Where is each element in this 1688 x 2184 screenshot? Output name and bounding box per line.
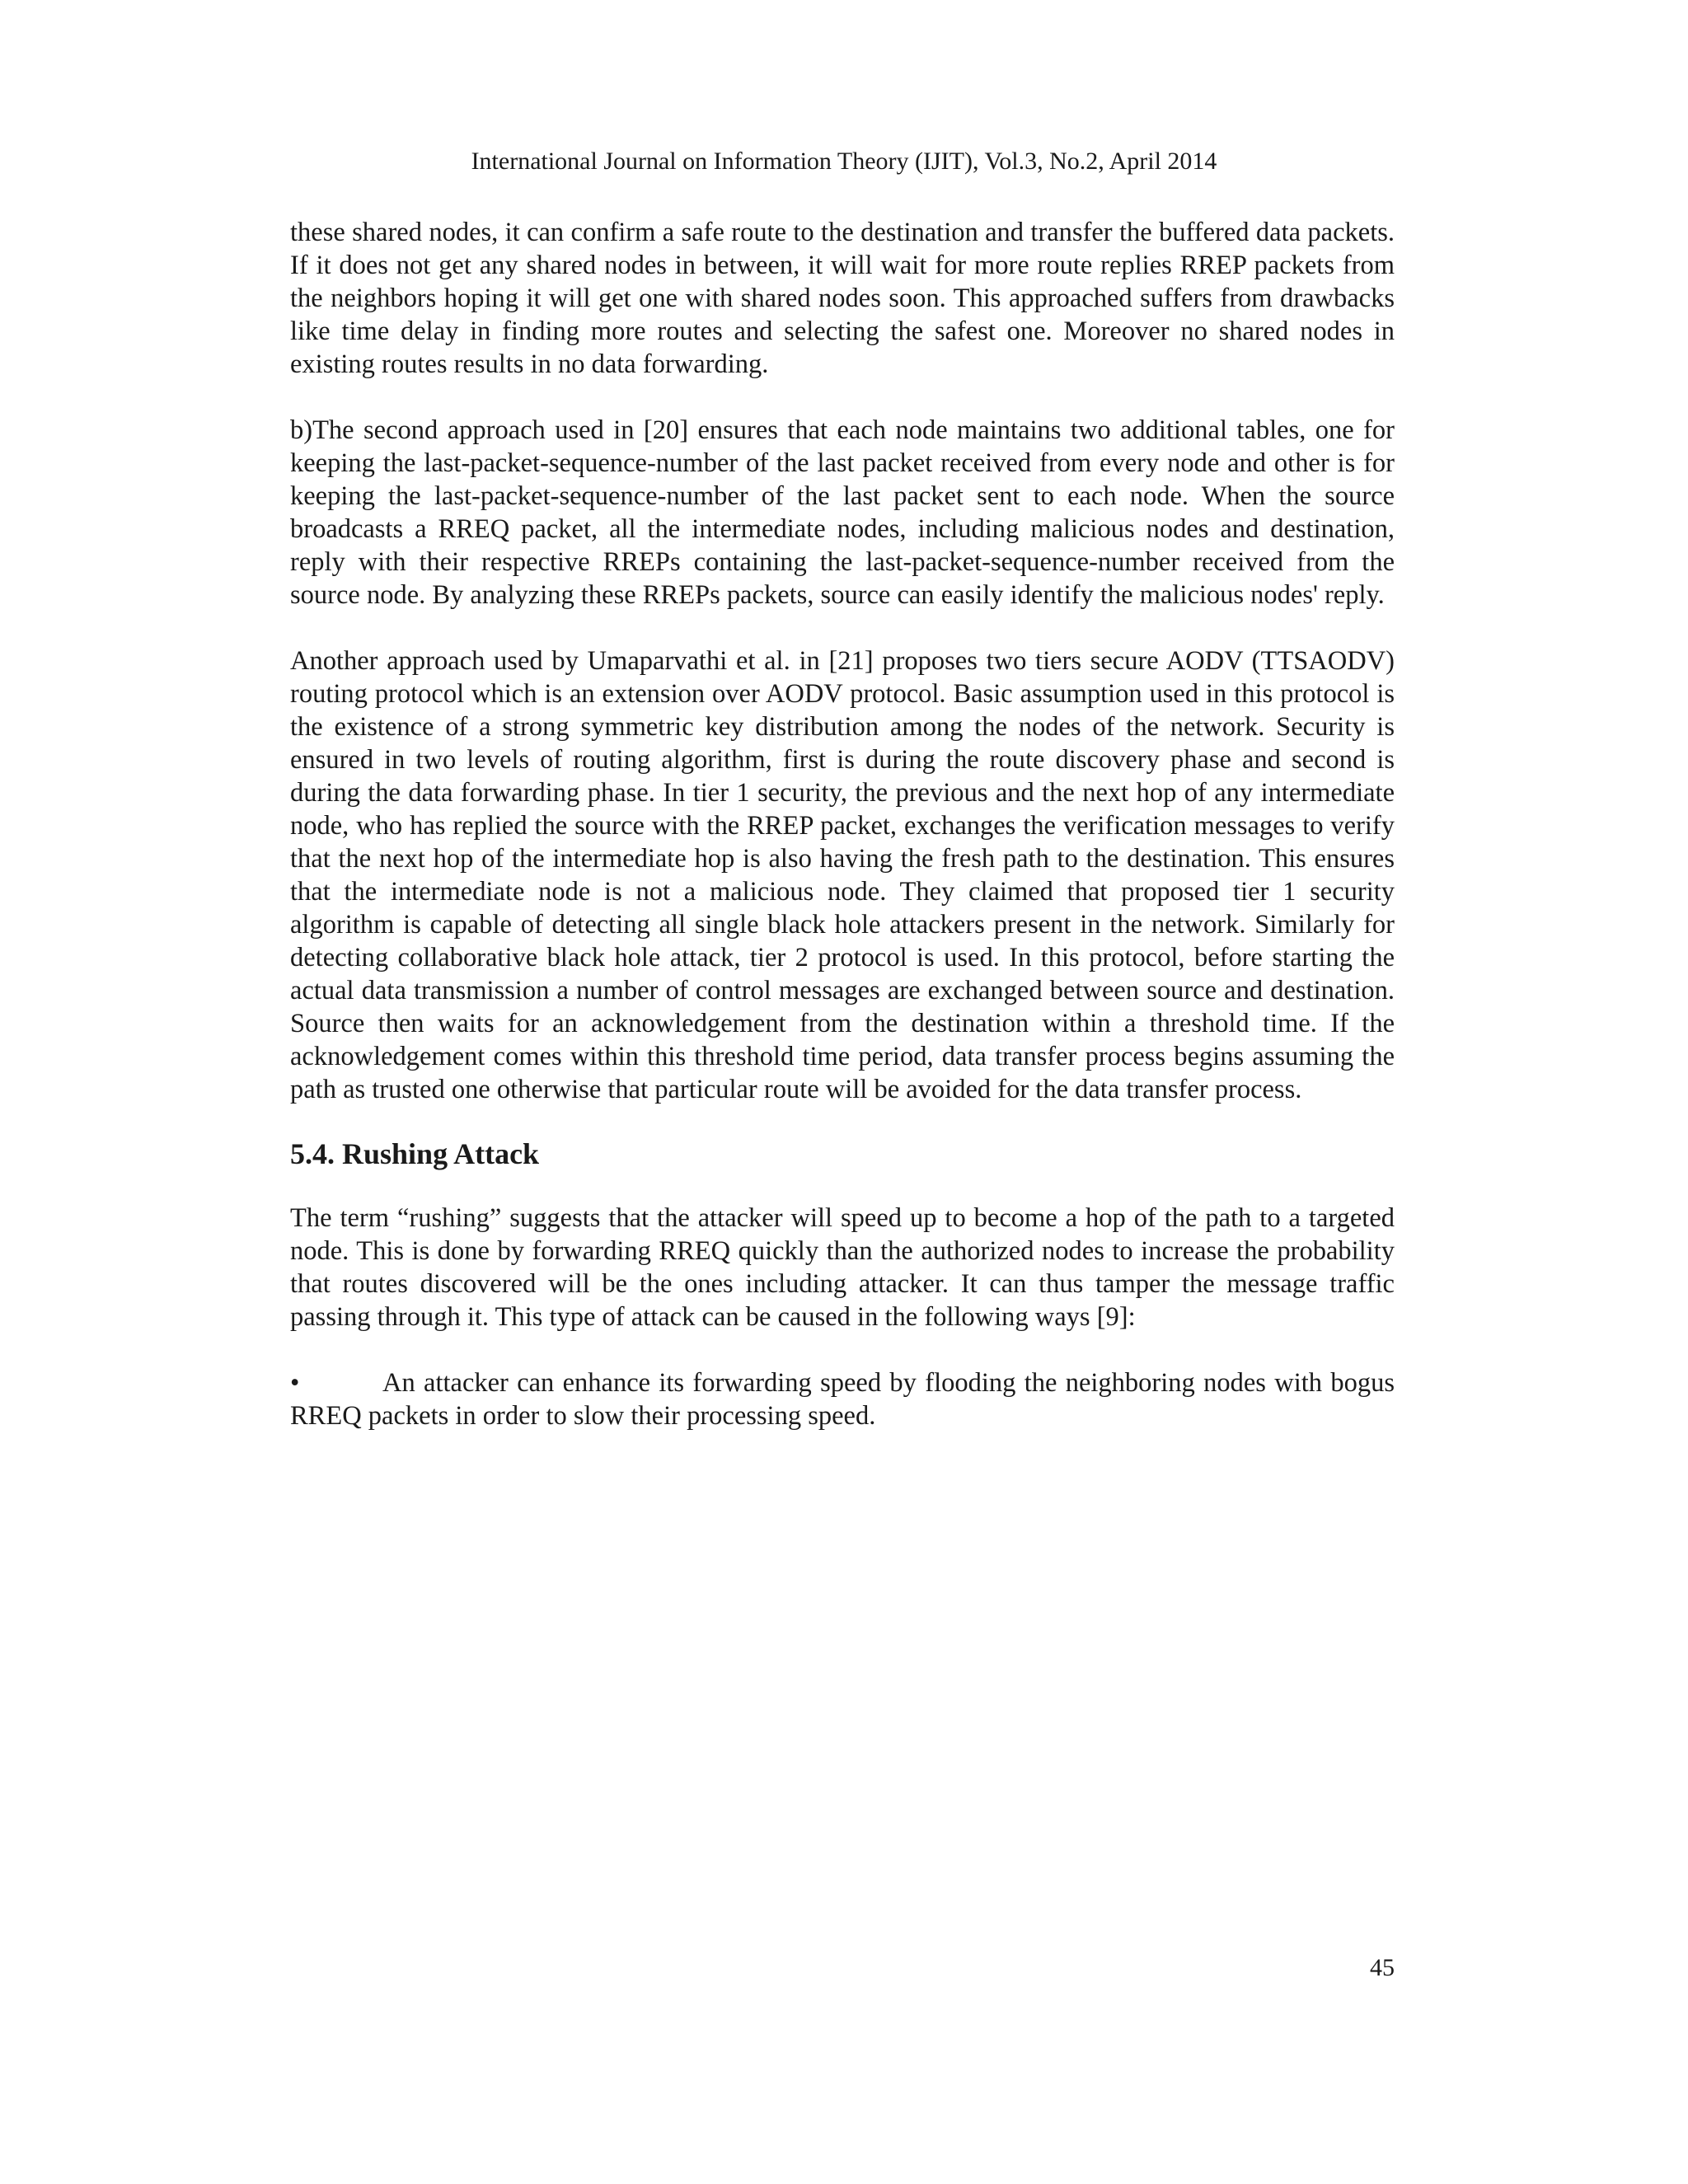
- list-marker-b: b): [290, 415, 313, 445]
- body-text: [290, 216, 1395, 1432]
- bullet-icon: •: [290, 1368, 300, 1398]
- section-heading-rushing-attack: 5.4. Rushing Attack: [290, 1137, 540, 1170]
- paragraph-rushing-definition: The term “rushing” suggests that the attacker will speed up to become a hop of the path to a targeted node. This is done by forwarding RREQ quickly than the authorized nodes to increase the probability that routes discovered will be the ones including attacker. It can thus tamper the message traffic passing through it. This type of attack can be caused in the following ways [9]:: [290, 1203, 1395, 1332]
- paragraph-second-approach: [290, 414, 1395, 612]
- bullet-item-text: An attacker can enhance its forwarding speed by flooding the neighboring nodes with bogus RREQ packets in order to slow their processing speed.: [290, 1368, 1395, 1431]
- page-number: 45: [1370, 1954, 1395, 1981]
- paragraph-second-approach-text: The second approach used in [20] ensures that each node maintains two additional tables, one for keeping the last-packet-sequence-number of the last packet received from every node and other is for keeping the last-packet-sequence-number of the last packet sent to each node. When the source broadcasts a RREQ packet, all the intermediate nodes, including malicious nodes and destination, reply with their respective RREPs containing the last-packet-sequence-number received from the source node. By analyzing these RREPs packets, source can easily identify the malicious nodes' reply.: [290, 415, 1395, 610]
- paragraph-ttsaodv: Another approach used by Umaparvathi et al. in [21] proposes two tiers secure AODV (TTSAODV) routing protocol which is an extension over AODV protocol. Basic assumption used in this protocol is the existence of a strong symmetric key distribution among the nodes of the network. Security is ensured in two levels of routing algorithm, first is during the route discovery phase and second is during the data forwarding phase. In tier 1 security, the previous and the next hop of any intermediate node, who has replied the source with the RREP packet, exchanges the verification messages to verify that the next hop of the intermediate hop is also having the fresh path to the destination. This ensures that the intermediate node is not a malicious node. They claimed that proposed tier 1 security algorithm is capable of detecting all single black hole attackers present in the network. Similarly for detecting collaborative black hole attack, tier 2 protocol is used. In this protocol, before starting the actual data transmission a number of control messages are exchanged between source and destination. Source then waits for an acknowledgement from the destination within a threshold time. If the acknowledgement comes within this threshold time period, data transfer process begins assuming the path as trusted one otherwise that particular route will be avoided for the data transfer process.: [290, 646, 1395, 1104]
- running-header: International Journal on Information Theory (IJIT), Vol.3, No.2, April 2014: [471, 148, 1217, 175]
- paragraph-shared-nodes: these shared nodes, it can confirm a safe route to the destination and transfer the buffered data packets. If it does not get any shared nodes in between, it will wait for more route replies RREP packets from the neighbors hoping it will get one with shared nodes soon. This approached suffers from drawbacks like time delay in finding more routes and selecting the safest one. Moreover no shared nodes in existing routes results in no data forwarding.: [290, 218, 1395, 379]
- bullet-item-flooding: [290, 1366, 1395, 1432]
